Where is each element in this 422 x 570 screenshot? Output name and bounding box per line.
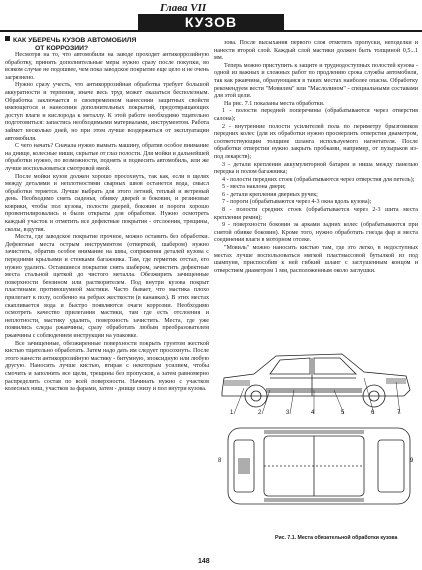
list-item: 3 - детали крепления аккумуляторной батареи и ниша между панелью передка и полом багажника; [214, 161, 418, 176]
left-column [5, 52, 209, 394]
list-item: 5 - места наклона двери; [222, 184, 286, 191]
figure-label: 1 [230, 410, 234, 416]
hatched-zones [224, 378, 406, 393]
paragraph: Все зачищенные, обезжиренные поверхности покрыть грунтом жесткой кистью тщательно обработать. Затем надо дать им следует просохнуть. После этого нанести антикоррозийную мастику - битумную, эпоксидную или любую другую. Наносить лучше кистью, втирая с некоторым усилием, чтобы смочить и заполнить все щели, трещины без пропусков, а затем равномерно распределить состав по всей поверхности. Начинать нужно с участков колесных ниш, участков за фарами, затем - днище снизу и пол внутри кузова. [5, 340, 209, 393]
list-item: 7 - пороги (обрабатываются через 4-3 окна вдоль кузова); [222, 199, 372, 206]
chapter-label: Глава VII [160, 2, 207, 14]
figure-label: 9 [410, 458, 414, 464]
paragraph: На рис. 7.1 показаны места обработки. [224, 100, 325, 107]
list-item: 2 - внутренние полости усилителей пола по периметру брызговиков передних колес (для их обработки нужно просверлить отверстия диаметром, соответствующим толщине шланга используемого нагнетателя. После обработки отверстия нужно закрыть пробками, например, от пузырьков из-под лекарств); [214, 123, 418, 160]
paragraph: После мойки кузов должен хорошо просохнуть, так как, если в щелях между деталями и неплотностями сварных швов останется вода, смысл обработки теряется. Лучше выбрать для этого летний, теплый и ветреный день. Необходимо снять сиденья, обивку дверей и боковин, и резиновые коврики, чтобы пол кузова, полости дверей, боковин и пороги хорошо провентилировались и были открыты для обработки. Нужно осмотреть каждый участок и отметить все дефектные покрытия - отслоения, трещины, сколы, вздутия. [5, 173, 209, 233]
list-item: 1 - полости передней поперечины (обрабатываются через отверстия салона); [214, 108, 418, 122]
paragraph: С чего начать? Сначала нужно вымыть машину, обратив особое внимание на днище, колесные ниши, скрытые от глаз полости. Для мойки и дальнейшей обработки нужно, по возможности, поднять и подвесить автомобиль, или же лучше воспользоваться смотровой ямой. [5, 143, 209, 172]
figure-caption: Рис. 7.1. Места обязательной обработки кузова [275, 535, 398, 541]
paragraph: зова. После высыхания первого слоя отметить пропуски, неподелки и нанести второй слой. Каждый слой мастики должен быть толщиной 0,5...1 мм. [214, 40, 418, 62]
list-item: 8 - полости средних стоек (обрабатывается через 2-3 шита места крепления ремня); [214, 207, 418, 221]
paragraph: Несмотря на то, что автомобили на заводе проходят антикоррозийную обработку, принять дополнительные меры нужно сразу после покупки, во всяком случае не подошвее, чем пока заводское покрытие еще цело и не очень загрязнено. [5, 52, 209, 81]
list-item: 9 - поверхности боковин за арками задних колес (обрабатываются при снятой обивке боковин). Кроме того, нужно обработать гнезда фар и места соединения влаги в моторном отсеке. [214, 222, 418, 244]
figure-label: 6 [371, 410, 375, 416]
section-heading [5, 36, 205, 52]
paragraph: "Мовиль" можно наносить кистью там, где это легко, в недоступных местах лучше воспользоваться мягкой пластмассовой бутылкой из под шампуня, приспособив к ней гибкий шланг с заглушенным концом и отверстием диаметром 1 мм, расположенным около заглушки. [214, 245, 418, 274]
chapter-title: КУЗОВ [138, 14, 284, 31]
figure-label: 5 [341, 410, 345, 416]
paragraph: Теперь можно приступить к защите и труднодоступных полостей кузова - одной из важных и сложных работ по продлению срока службы автомобиля, так как ржавчина, образующаяся в таких местах наиболее опасна. Обработку рекомендуем вести "Мовилем" или "Маслолином" - специальными составами для этой цели. [214, 62, 418, 100]
figure-label: 3 [286, 410, 290, 416]
list-item: 4 - полости передних стоек (обрабатываются через отверстия для петель); [222, 176, 415, 183]
figure-label: 7 [397, 410, 401, 416]
car-body-figure [214, 318, 418, 526]
header-rule [0, 30, 422, 32]
car-plan-view [228, 428, 410, 504]
bullet-square-icon [5, 36, 10, 41]
figure-label: 8 [218, 458, 222, 464]
paragraph: Места, где заводское покрытие прочное, можно оставить без обработки. Дефектные места острым инструментом (отверткой, шабером) нужно зачистить, обратив особое внимание на швы, сопряжения деталей кузова с передними крыльями и стенками багажника. Там, где герметик отстал, его нужно удалить. Оставшиеся покрытие снять шабером, зачистить дефектные места стальной щеткой до чистого металла. Обезжирить зачищенные поверхности бензином или растворителем. Под внутри кузова покрыт пластинами противошумной мастики. Часто бывает, что мастика плохо прилегает к полу, особенно на ребрах жесткости (в канавках). В этих местах скапливается вода и быстро появляются очаги коррозии. Необходимо осмотреть качество прилегания мастики, там где есть отслоения и неплотности, мастику удалить, поверхность зачистить. Места, где уже появились следы ржавчины, сразу обработать любым преобразователем ржавчины с соблюдением инструкции на упаковке. [5, 234, 209, 339]
figure-label: 2 [258, 410, 262, 416]
treatment-list [214, 108, 418, 245]
section-heading-line1: КАК УБЕРЕЧЬ КУЗОВ АВТОМОБИЛЯ [13, 37, 137, 44]
figure-label: 4 [311, 410, 315, 416]
section-heading-line2: ОТ КОРРОЗИИ? [35, 44, 89, 52]
car-body-diagram [214, 318, 418, 526]
right-column [214, 40, 418, 275]
paragraph: Нужно сразу учесть, что антикоррозийная обработка требует большой аккуратности и терпения, иначе весь труд может оказаться бесполезным. Обработка заключается в своевременном нанесении защитных свойств имеющегося и нанесении дополнительных покрытий, предотвращающих доступ влаги и кислорода к металлу. К этой работе необходимо тщательно подготовиться: запастись необходимыми материалами, инструментом. Работа займет несколько дней, но при этом лучше воздержаться от эксплуатации автомобиля. [5, 82, 209, 142]
page-number: 148 [198, 558, 210, 565]
car-side-view [222, 354, 410, 407]
list-item: 6 - детали крепления дверных ручек; [222, 191, 318, 198]
